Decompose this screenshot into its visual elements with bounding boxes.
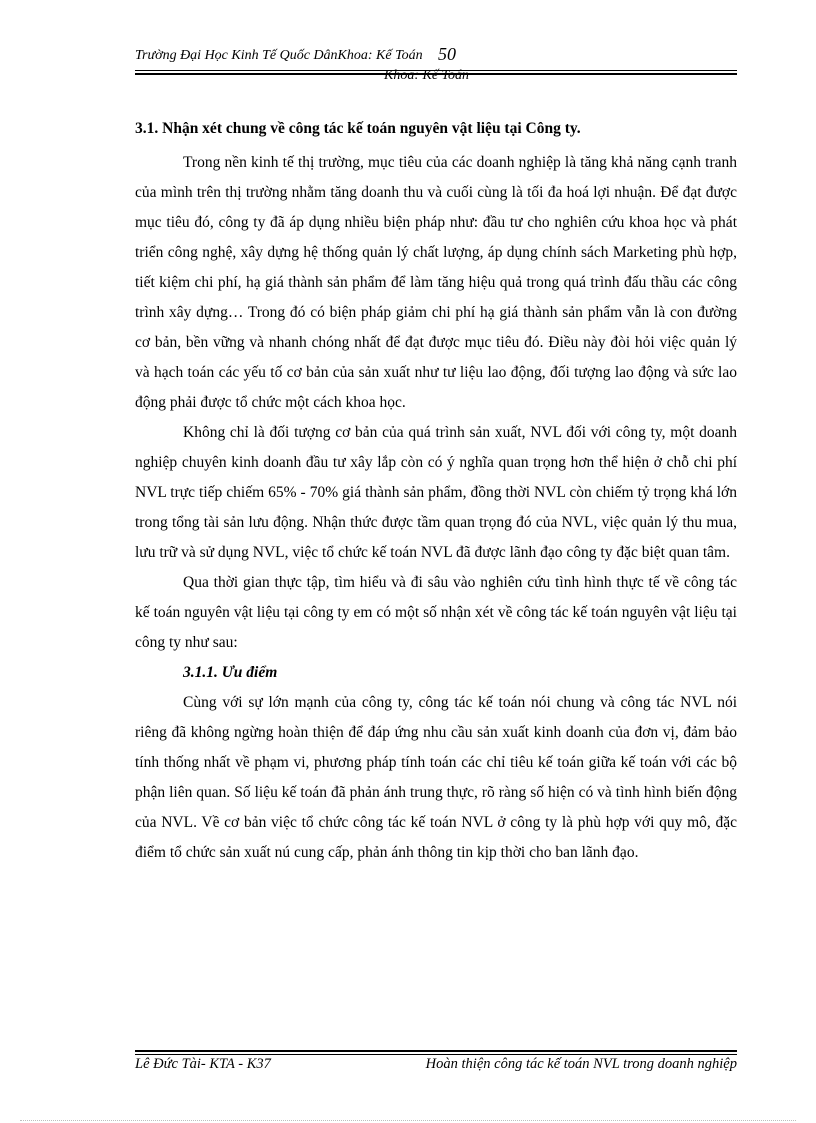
header-faculty-text: Khoa: Kế Toán	[384, 68, 470, 83]
subsection-heading: 3.1.1. Ưu điểm	[183, 664, 278, 681]
paragraph: Cùng với sự lớn mạnh của công ty, công tác kế toán nói chung và công tác NVL nói riêng đã không ngừng hoàn thiện để đáp ứng nhu cầu sản xuất kinh doanh của đơn vị, đảm bảo tính thống nhất về phạm vi, phương pháp tính toán các chỉ tiêu kế toán giữa kế toán với các bộ phận liên quan. Số liệu kế toán đã phản ánh trung thực, rõ ràng số hiện có và tình hình biến động của NVL. Về cơ bản việc tổ chức công tác kế toán NVL ở công ty là phù hợp với quy mô, đặc điểm tổ chức sản xuất nú cung cấp, phản ánh thông tin kịp thời cho ban lãnh đạo.	[135, 694, 737, 861]
page-number: 50	[438, 44, 456, 64]
footer-rule-thick	[135, 1050, 737, 1052]
section-heading: 3.1. Nhận xét chung về công tác kế toán nguyên vật liệu tại Công ty.	[135, 120, 581, 137]
paragraph: Không chỉ là đối tượng cơ bản của quá trình sản xuất, NVL đối với công ty, một doanh nghiệp chuyên kinh doanh đầu tư xây lắp còn có ý nghĩa quan trọng hơn thể hiện ở chỗ chi phí NVL trực tiếp chiếm 65% - 70% giá thành sản phẩm, đồng thời NVL còn chiếm tỷ trọng khá lớn trong tổng tài sản lưu động. Nhận thức được tầm quan trọng đó của NVL, việc quản lý thu mua, lưu trữ và sử dụng NVL, việc tổ chức kế toán NVL đã được lãnh đạo công ty đặc biệt quan tâm.	[135, 424, 737, 561]
page-bottom-border	[20, 1120, 796, 1121]
footer-rule-thin	[135, 1054, 737, 1055]
header-school-text: Trường Đại Học Kinh Tế Quốc DânKhoa: Kế Toán	[135, 48, 423, 63]
footer-author: Lê Đức Tài- KTA - K37	[135, 1056, 271, 1072]
footer-title: Hoàn thiện công tác kế toán NVL trong doanh nghiệp	[425, 1056, 737, 1072]
paragraph: Qua thời gian thực tập, tìm hiểu và đi sâu vào nghiên cứu tình hình thực tế về công tác kế toán nguyên vật liệu tại công ty em có một số nhận xét về công tác kế toán nguyên vật liệu tại công ty như sau:	[135, 574, 737, 651]
document-body	[135, 114, 737, 868]
paragraph: Trong nền kinh tế thị trường, mục tiêu của các doanh nghiệp là tăng khả năng cạnh tranh của mình trên thị trường nhằm tăng doanh thu và cuối cùng là tối đa hoá lợi nhuận. Để đạt được mục tiêu đó, công ty đã áp dụng nhiều biện pháp như: đầu tư cho nghiên cứu khoa học và phát triển công nghệ, xây dựng hệ thống quản lý chất lượng, áp dụng chính sách Marketing phù hợp, tiết kiệm chi phí, hạ giá thành sản phẩm để làm tăng hiệu quả trong quá trình đấu thầu các công trình xây dựng… Trong đó có biện pháp giảm chi phí hạ giá thành sản phẩm vẫn là con đường cơ bản, bền vững và nhanh chóng nhất để đạt được mục tiêu đó. Điều này đòi hỏi việc quản lý và hạch toán các yếu tố cơ bản của sản xuất như tư liệu lao động, đối tượng lao động và sức lao động phải được tổ chức một cách khoa học.	[135, 154, 737, 411]
